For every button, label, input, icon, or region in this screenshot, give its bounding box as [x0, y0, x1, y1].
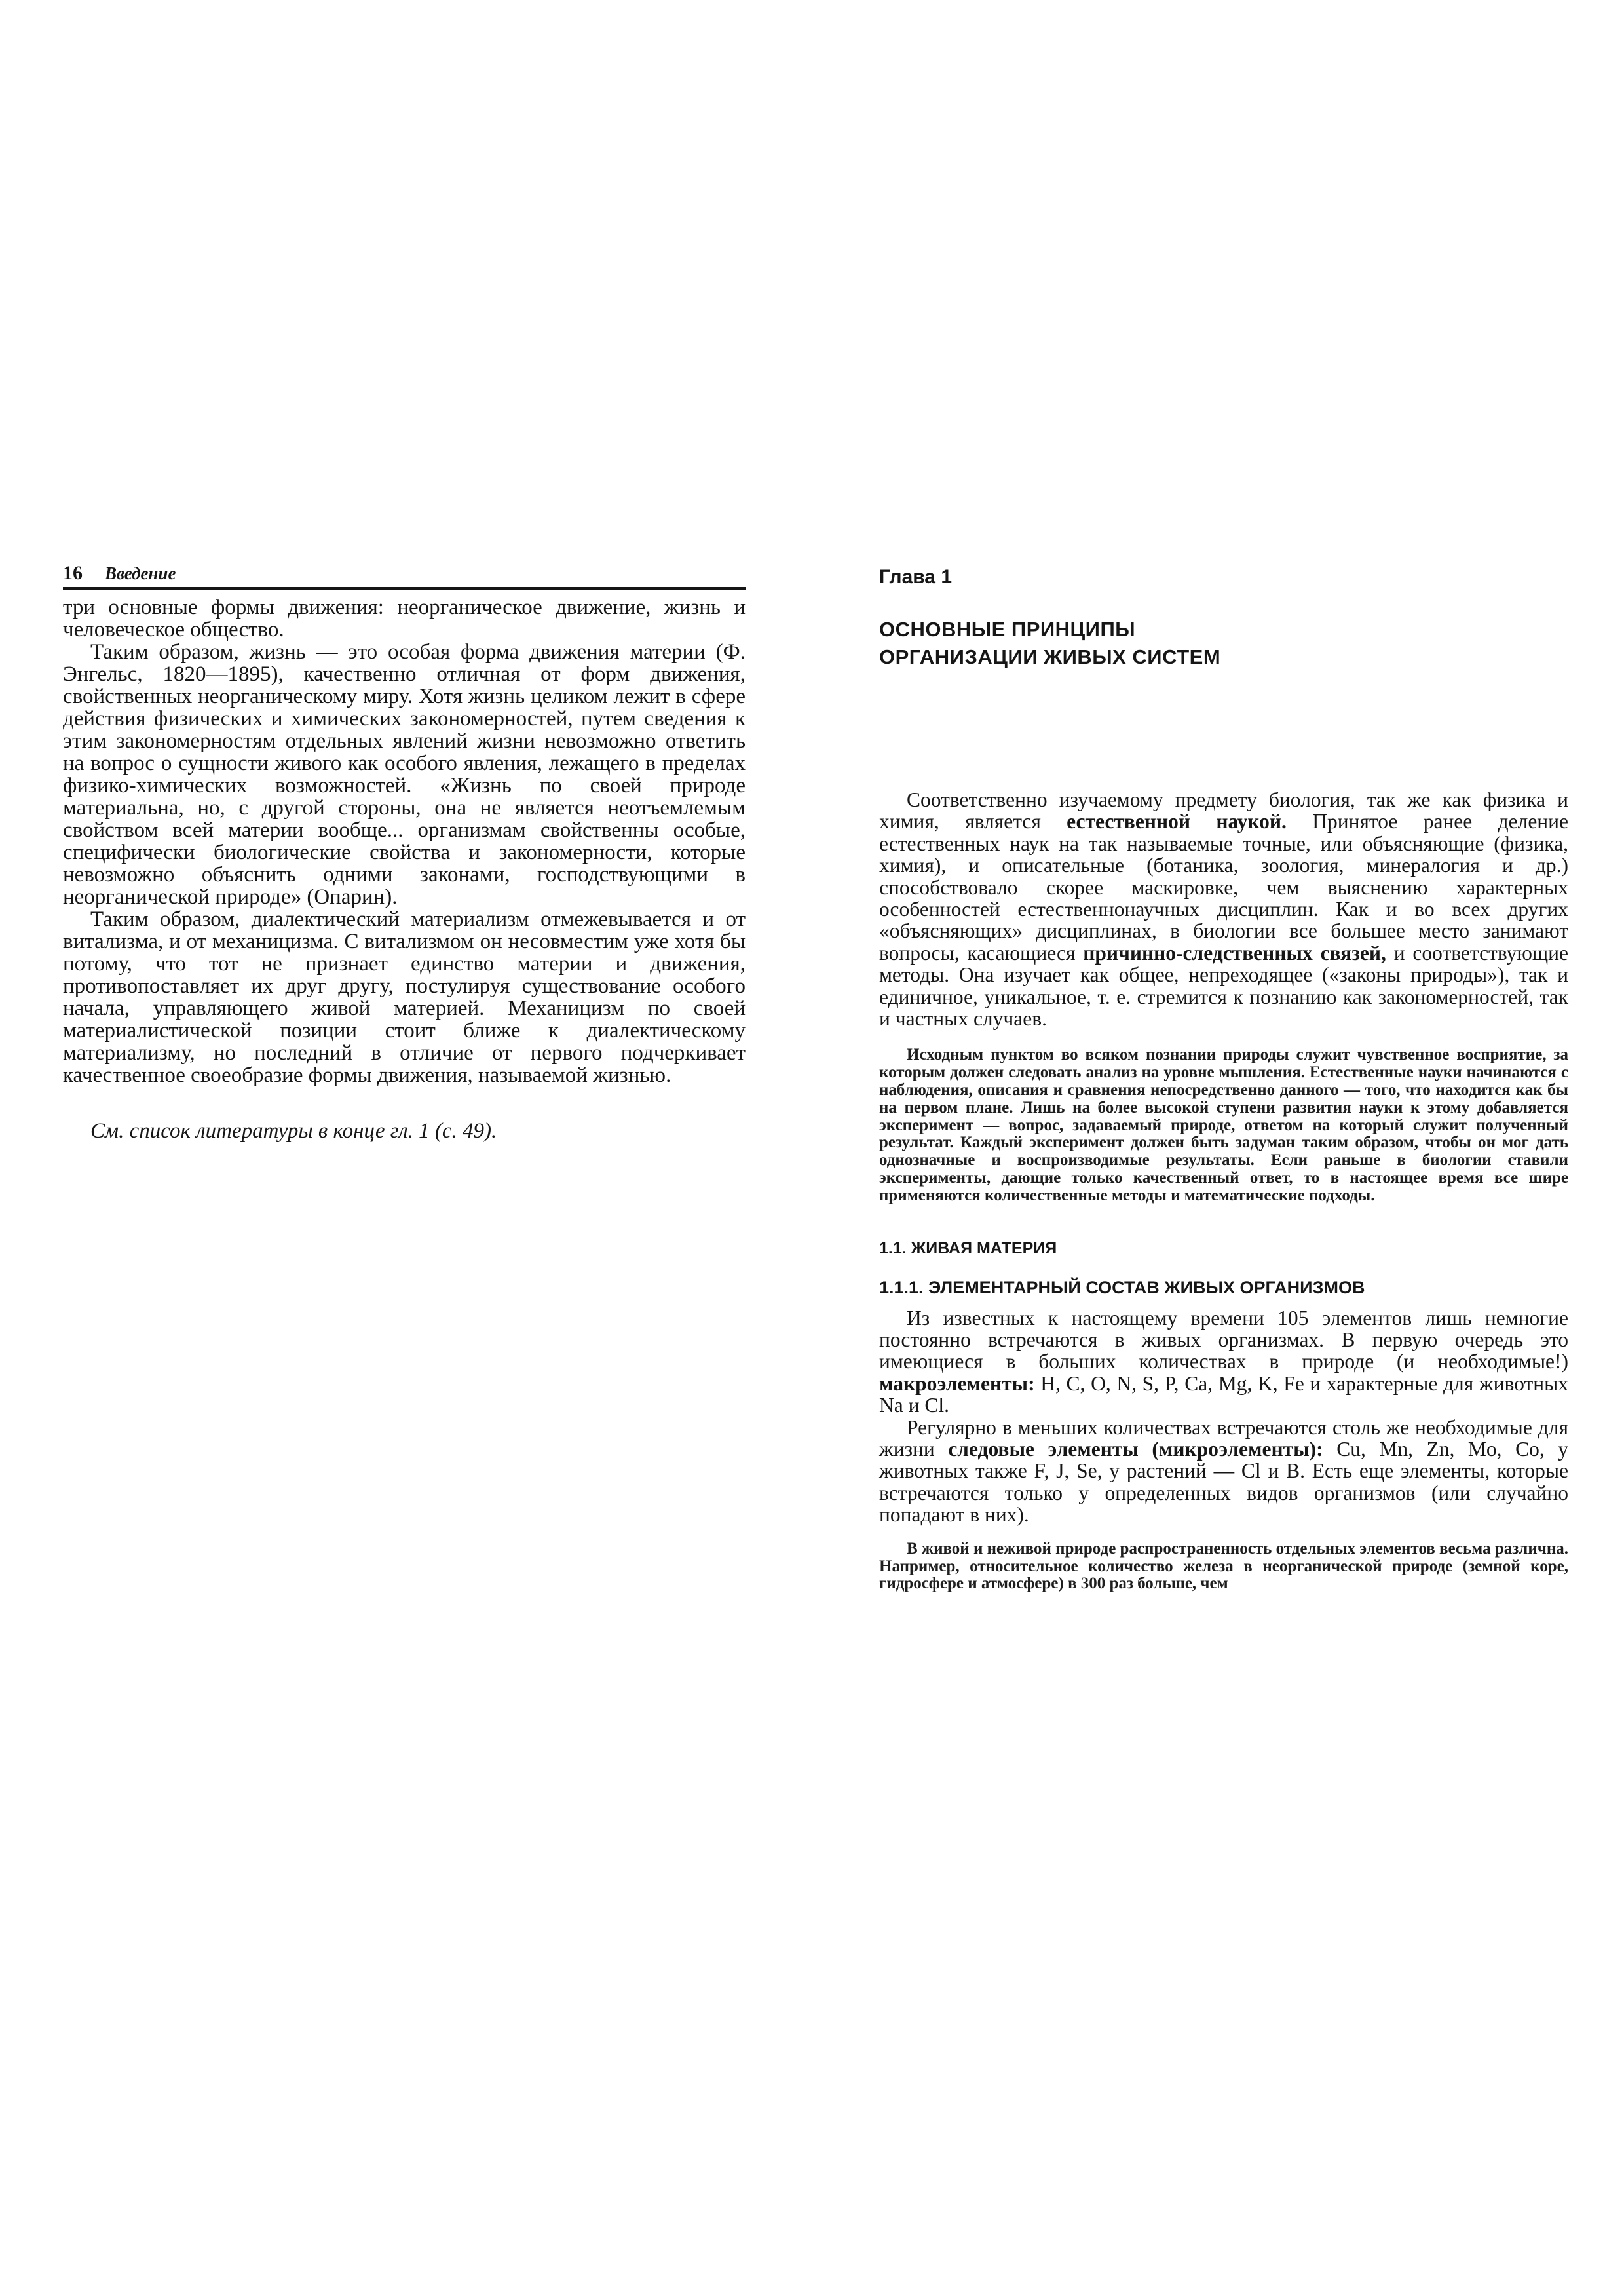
text-run: H, C, O, N, S, P, Ca, Mg, K, Fe и характерные для животных Na и Cl.: [879, 1371, 1568, 1417]
final-small-print-paragraph: В живой и неживой природе распространенность отдельных элементов весьма различна. Например, относительное количество железа в неорганической природе (земной коре, гидросфере и атмосфере) в 300 раз больше, чем: [879, 1539, 1568, 1593]
chapter-label: Глава 1: [879, 566, 953, 588]
bold-term: макроэлементы:: [879, 1371, 1035, 1395]
text-run: Cu, Mn, Zn, Mo, Co, у животных также F, J, Se, у растений — Cl и B. Есть еще элементы, которые встречаются только у определенных видов организмов (или случайно попадают в них).: [879, 1438, 1569, 1527]
running-title: Введение: [105, 564, 176, 583]
left-page: [63, 562, 746, 1143]
left-paragraph-3: Таким образом, диалектический материализм отмежевывается и от витализма, и от механицизма. С витализмом он несовместим уже хотя бы потому, что тот не признает единство материи и движения, противопоставляет их друг другу, постулируя существование особого начала, управляющего живой материей. Механицизм по своей материалистической позиции стоит ближе к диалектическому материализму, но последний в отличие от первого подчеркивает качественное своеобразие формы движения, называемой жизнью.: [63, 908, 746, 1087]
chapter-intro-paragraph: [879, 789, 1568, 1029]
text-run: Регулярно в меньших количествах встречаются столь же необходимые для жизни: [879, 1415, 1568, 1461]
text-run: и математические подходы.: [1166, 1186, 1375, 1204]
chapter-title-line-2: ОРГАНИЗАЦИИ ЖИВЫХ СИСТЕМ: [879, 645, 1221, 668]
bold-term: сравнения: [1067, 1081, 1146, 1100]
text-run: непосредственно данного — того, что находится как бы на первом плане. Лишь на более высокой ступени развития науки к этому добавляется: [879, 1081, 1568, 1117]
bold-term: причинно-следственных связей,: [1083, 941, 1386, 965]
bold-term: следовые элементы (микроэлементы):: [948, 1438, 1323, 1461]
text-run: Исходным пунктом во всяком познании природы служит чувственное восприятие, за которым должен следовать анализ на уровне мышления. Естественные науки начинаются с: [879, 1046, 1568, 1082]
text-run: и: [1048, 1081, 1068, 1100]
text-run: — вопрос, задаваемый природе, ответом на который служит полученный результат. Каждый эксперимент должен быть задуман таким образом, чтобы он мог дать однозначные и воспроизводимые результаты. Если раньше в биологии ставили эксперименты, дающие только качественный ответ, то в настоящее время все шире применяются: [879, 1116, 1568, 1204]
trace-elements-paragraph: [879, 1417, 1568, 1526]
text-run: Принятое ранее деление естественных наук на так называемые точные, или объясняющие (физика, химия), и описательные (ботаника, зоология, минералогия и др.) способствовало скорее маскировке, чем выяснению характерных особенностей естественнонаучных дисциплин. Как и во всех других «объясняющих» дисциплинах, в биологии все большее место занимают вопросы, касающиеся: [879, 810, 1568, 965]
bold-term: наблюдения, описания: [879, 1081, 1048, 1100]
text-run: Соответственно изучаемому предмету биология, так же как физика и химия, является: [879, 788, 1568, 833]
subsection-heading: 1.1.1. ЭЛЕМЕНТАРНЫЙ СОСТАВ ЖИВЫХ ОРГАНИЗМОВ: [879, 1277, 1365, 1297]
small-print-paragraph: [879, 1046, 1568, 1204]
left-paragraph-2: Таким образом, жизнь — это особая форма движения материи (Ф. Энгельс, 1820—1895), качественно отличная от форм движения, свойственных неорганическому миру. Хотя жизнь целиком лежит в сфере действия физических и химических закономерностей, путем сведения к этим закономерностям отдельных явлений жизни невозможно ответить на вопрос о сущности живого как особого явления, лежащего в пределах физико-химических возможностей. «Жизнь по своей природе материальна, но, с другой стороны, она не является неотъемлемым свойством всей материи вообще... организмам свойственны особые, специфически биологические свойства и закономерности, которые невозможно объяснить одними законами, господствующими в неорганической природе» (Опарин).: [63, 640, 746, 909]
page-number: 16: [63, 562, 83, 584]
right-page: [879, 562, 1568, 1593]
chapter-title: [879, 616, 1568, 671]
text-run: и соответствующие методы. Она изучает как общее, непреходящее («законы природы»), так и единичное, уникальное, т. е. стремится к познанию как закономерностей, так и частных случаев.: [879, 941, 1568, 1031]
section-heading: 1.1. ЖИВАЯ МАТЕРИЯ: [879, 1238, 1057, 1257]
text-run: Из известных к настоящему времени 105 элементов лишь немногие постоянно встречаются в живых организмах. В первую очередь это имеющиеся в больших количествах в природе (и необходимые!): [879, 1306, 1568, 1373]
left-paragraph-1: три основные формы движения: неорганическое движение, жизнь и человеческое общество.: [63, 596, 746, 641]
running-head: [63, 562, 746, 590]
elements-paragraph: [879, 1307, 1568, 1417]
bold-term: эксперимент: [879, 1116, 974, 1134]
chapter-title-line-1: ОСНОВНЫЕ ПРИНЦИПЫ: [879, 618, 1136, 641]
bold-term: количественные методы: [985, 1186, 1167, 1204]
reference-note: См. список литературы в конце гл. 1 (с. 49).: [90, 1119, 497, 1143]
bold-term: естественной наукой.: [1067, 810, 1287, 833]
